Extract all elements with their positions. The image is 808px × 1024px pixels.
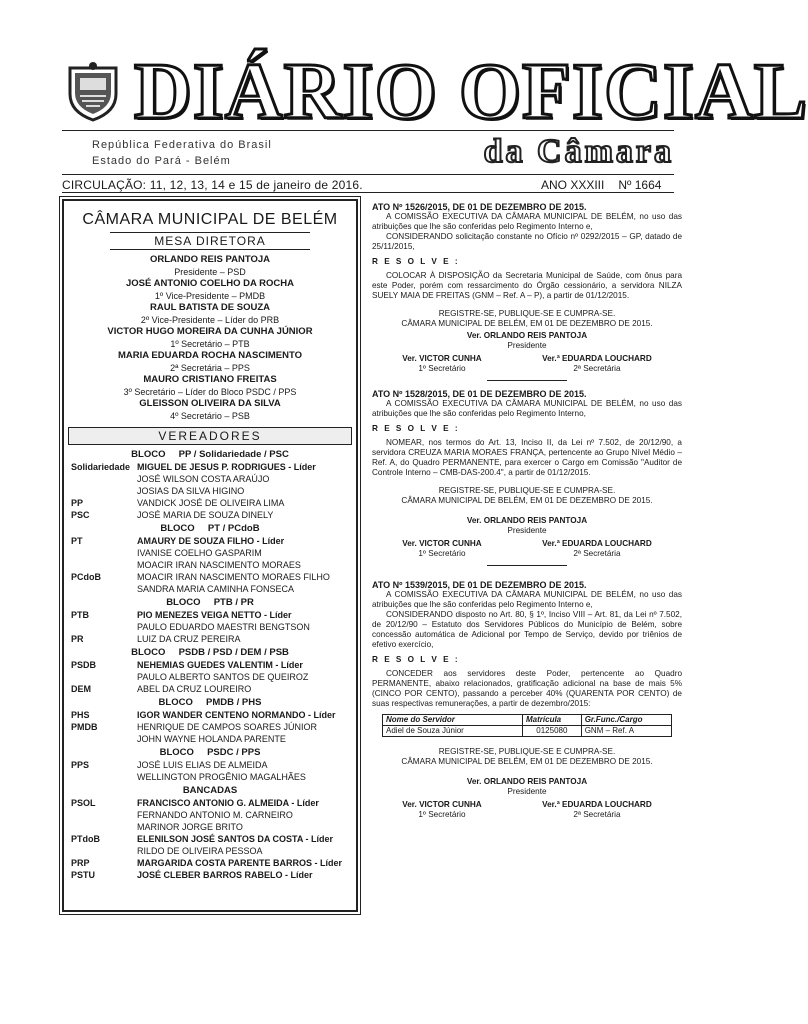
party-members — [137, 709, 356, 721]
secretary-1-name: Ver. VICTOR CUNHA — [402, 539, 482, 548]
mesa-heading: MESA DIRETORA — [110, 232, 310, 250]
party-leader: PIO MENEZES VEIGA NETTO - Líder — [137, 610, 292, 620]
council-member: HENRIQUE DE CAMPOS SOARES JÚNIOR — [137, 722, 318, 732]
party-members — [137, 509, 356, 521]
secretary-2-name: Ver.ª EDUARDA LOUCHARD — [542, 539, 652, 548]
president-name: Ver. ORLANDO REIS PANTOJA — [466, 331, 588, 340]
council-member: PAULO ALBERTO SANTOS DE QUEIROZ — [137, 672, 309, 682]
party-label: PPS — [71, 760, 90, 770]
party-leader: FRANCISCO ANTONIO G. ALMEIDA - Líder — [137, 798, 319, 808]
bloco-title: BLOCO PMDB / PHS — [158, 697, 262, 708]
council-member: MOACIR IRAN NASCIMENTO MORAES FILHO — [137, 572, 330, 582]
secretary-2-name: Ver.ª EDUARDA LOUCHARD — [542, 800, 652, 809]
secretary-2-role: 2ª Secretária — [573, 810, 621, 819]
mesa-member-role: 4º Secretário – PSB — [170, 411, 250, 421]
republic-line: República Federativa do Brasil — [92, 139, 272, 151]
state-line: Estado do Pará - Belém — [92, 155, 231, 167]
republic-info — [92, 137, 272, 169]
party-row — [64, 683, 356, 695]
party-label: PTB — [71, 610, 89, 620]
party-leader: MIGUEL DE JESUS P. RODRIGUES - Líder — [137, 462, 316, 472]
party-row — [64, 509, 356, 521]
mesa-member-role: Presidente – PSD — [174, 267, 246, 277]
mesa-member-role: 1º Vice-Presidente – PMDB — [154, 291, 266, 301]
act-title: ATO Nº 1526/2015, DE 01 DE DEZEMBRO DE 2015. — [372, 202, 587, 212]
servants-table — [382, 714, 672, 737]
publication-line: REGISTRE-SE, PUBLIQUE-SE E CUMPRA-SE. — [438, 486, 616, 495]
party-row — [64, 833, 356, 857]
bloco-title: BANCADAS — [182, 785, 238, 796]
party-row — [64, 759, 356, 783]
party-label: PP — [71, 498, 84, 508]
bloco-title: BLOCO PP / Solidariedade / PSC — [131, 449, 289, 460]
newspaper-title: DIÁRIO OFICIAL — [134, 48, 808, 136]
council-member: JOSÉ MARIA DE SOUZA DINELY — [137, 510, 274, 520]
edition-number: Nº 1664 — [618, 178, 662, 192]
party-row — [64, 721, 356, 745]
act-paragraph: COLOCAR À DISPOSIÇÃO da Secretaria Municipal de Saúde, com ônus para este Poder, porém com ressarcimento do Órgão cessionário, a servidora NILZA SUELY MAIA DE FREITAS (GNM – Ref. A – P), a partir de 01/12/2015. — [372, 271, 682, 300]
party-members — [137, 535, 356, 571]
council-member: PAULO EDUARDO MAESTRI BENGTSON — [137, 622, 310, 632]
party-members — [137, 497, 356, 509]
edition-info — [541, 178, 661, 192]
secretaries-signatures — [372, 800, 682, 820]
party-label: PSTU — [71, 870, 96, 880]
party-row — [64, 497, 356, 509]
party-members — [137, 797, 356, 833]
mesa-member-name: GLEISSON OLIVEIRA DA SILVA — [139, 398, 281, 409]
act-1539 — [372, 580, 682, 820]
council-member: SANDRA MARIA CAMINHA FONSECA — [137, 584, 295, 594]
party-label: PMDB — [71, 722, 98, 732]
party-leader: MARGARIDA COSTA PARENTE BARROS - Líder — [137, 858, 343, 868]
circulation-dates: CIRCULAÇÃO: 11, 12, 13, 14 e 15 de janeiro de 2016. — [62, 178, 363, 192]
mesa-member-name: JOSÉ ANTONIO COELHO DA ROCHA — [125, 278, 295, 289]
council-member: ABEL DA CRUZ LOUREIRO — [137, 684, 252, 694]
party-members — [137, 683, 356, 695]
coat-of-arms-icon — [64, 60, 122, 122]
act-paragraph: CONCEDER aos servidores deste Poder, pertencente ao Quadro PERMANENTE, abaixo relacionados, gratificação adicional na base de mais 5% (CINCO POR CENTO), passando a perceber 40% (QUARENTA POR CENTO) de suas respectivas remunerações, a partir de dezembro/2015: — [372, 669, 682, 708]
secretary-1-name: Ver. VICTOR CUNHA — [402, 354, 482, 363]
table-cell: Adiel de Souza Júnior — [383, 726, 523, 737]
secretary-1-role: 1º Secretário — [418, 364, 466, 373]
council-member: JOHN WAYNE HOLANDA PARENTE — [137, 734, 286, 744]
council-member: JOSIAS DA SILVA HIGINO — [137, 486, 245, 496]
secretaries-signatures — [372, 539, 682, 559]
party-label: PRP — [71, 858, 90, 868]
president-name: Ver. ORLANDO REIS PANTOJA — [466, 516, 588, 525]
mesa-list — [64, 254, 356, 422]
president-role: Presidente — [507, 341, 547, 350]
party-label: PTdoB — [71, 834, 100, 844]
act-paragraph: CONSIDERANDO solicitação constante no Ofício nº 0292/2015 – GP, datado de 25/11/2015, — [372, 232, 682, 251]
publication-line: REGISTRE-SE, PUBLIQUE-SE E CUMPRA-SE. — [438, 747, 616, 756]
party-row — [64, 461, 356, 497]
party-members — [137, 869, 356, 881]
acts-column — [372, 200, 682, 820]
act-separator — [487, 565, 567, 566]
circulation-rule-top — [62, 174, 674, 175]
party-leader: IGOR WANDER CENTENO NORMANDO - Líder — [137, 710, 336, 720]
resolve-heading: R E S O L V E : — [372, 257, 460, 266]
council-title: CÂMARA MUNICIPAL DE BELÉM — [82, 211, 338, 228]
act-title: ATO Nº 1528/2015, DE 01 DE DEZEMBRO DE 2015. — [372, 389, 587, 399]
table-cell: 0125080 — [523, 726, 582, 737]
party-label: PSOL — [71, 798, 96, 808]
newspaper-subtitle: da Câmara — [483, 133, 674, 170]
table-header: Nome do Servidor — [383, 715, 523, 726]
party-label: PT — [71, 536, 83, 546]
party-label: PHS — [71, 710, 90, 720]
party-blocks — [64, 448, 356, 881]
masthead — [0, 0, 808, 200]
party-label: PR — [71, 634, 84, 644]
act-paragraph: A COMISSÃO EXECUTIVA DA CÂMARA MUNICIPAL DE BELÉM, no uso das atribuições que lhe são conferidas pelo Regimento Interno e, — [372, 590, 682, 609]
party-leader: NEHEMIAS GUEDES VALENTIM - Líder — [137, 660, 303, 670]
table-cell: GNM – Ref. A — [581, 726, 671, 737]
act-1528 — [372, 389, 682, 566]
act-paragraph: A COMISSÃO EXECUTIVA DA CÂMARA MUNICIPAL DE BELÉM, no uso das atribuições que lhe são conferidas pelo Regimento Interno, — [372, 399, 682, 418]
party-label: PCdoB — [71, 572, 101, 582]
secretary-1-role: 1º Secretário — [418, 549, 466, 558]
party-members — [137, 609, 356, 633]
party-row — [64, 571, 356, 595]
secretary-2-role: 2ª Secretária — [573, 364, 621, 373]
table-header: Gr.Func./Cargo — [581, 715, 671, 726]
council-member: LUIZ DA CRUZ PEREIRA — [137, 634, 241, 644]
party-label: PSC — [71, 510, 90, 520]
mesa-member-name: VICTOR HUGO MOREIRA DA CUNHA JÚNIOR — [107, 326, 313, 337]
party-row — [64, 609, 356, 633]
place-date-line: CÂMARA MUNICIPAL DE BELÉM, EM 01 DE DEZEMBRO DE 2015. — [401, 319, 653, 328]
party-row — [64, 659, 356, 683]
party-leader: AMAURY DE SOUZA FILHO - Líder — [137, 536, 285, 546]
secretary-2-name: Ver.ª EDUARDA LOUCHARD — [542, 354, 652, 363]
edition-year: ANO XXXIII — [541, 178, 605, 192]
place-date-line: CÂMARA MUNICIPAL DE BELÉM, EM 01 DE DEZEMBRO DE 2015. — [401, 757, 653, 766]
party-members — [137, 633, 356, 645]
party-leader: JOSÉ CLEBER BARROS RABELO - Líder — [137, 870, 313, 880]
party-label: DEM — [71, 684, 91, 694]
party-row — [64, 869, 356, 881]
president-role: Presidente — [507, 526, 547, 535]
bloco-title: BLOCO PSDB / PSD / DEM / PSB — [131, 647, 289, 658]
secretary-1-role: 1º Secretário — [418, 810, 466, 819]
publication-line: REGISTRE-SE, PUBLIQUE-SE E CUMPRA-SE. — [438, 309, 616, 318]
council-member: RILDO DE OLIVEIRA PESSOA — [137, 846, 263, 856]
president-role: Presidente — [507, 787, 547, 796]
council-member: JOSÉ LUIS ELIAS DE ALMEIDA — [137, 760, 268, 770]
party-leader: ELENILSON JOSÉ SANTOS DA COSTA - Líder — [137, 834, 334, 844]
president-name: Ver. ORLANDO REIS PANTOJA — [466, 777, 588, 786]
party-members — [137, 461, 356, 497]
bloco-title: BLOCO PSDC / PPS — [159, 747, 261, 758]
party-row — [64, 709, 356, 721]
mesa-member-role: 1º Secretário – PTB — [170, 339, 250, 349]
table-row — [383, 726, 672, 737]
party-row — [64, 535, 356, 571]
place-date-line: CÂMARA MUNICIPAL DE BELÉM, EM 01 DE DEZEMBRO DE 2015. — [401, 496, 653, 505]
mesa-member-name: RAUL BATISTA DE SOUZA — [150, 302, 270, 313]
party-row — [64, 797, 356, 833]
act-paragraph: NOMEAR, nos termos do Art. 13, Inciso II, da Lei nº 7.502, de 20/12/90, a servidora CREUZA MARIA MORAES FRANÇA, pertencente ao Grupo Nível Médio – Ref. A, do Quadro PERMANENTE, para exercer o Cargo em Comissão "Auditor de Controle Interno – CMB-DAS-200.4", a partir de 01/12/2015. — [372, 438, 682, 477]
resolve-heading: R E S O L V E : — [372, 424, 460, 433]
act-title: ATO Nº 1539/2015, DE 01 DE DEZEMBRO DE 2015. — [372, 580, 587, 590]
act-paragraph: CONSIDERANDO disposto no Art. 80, § 1º, Inciso VIII – Art. 81, da Lei nº 7.502, de 20/12/90 – Estatuto dos Servidores Públicos do Município de Belém, sobre concessão automática de Adicional por Tempo de Serviço, devido por triênios de efetivo exercício, — [372, 610, 682, 649]
bloco-title: BLOCO PTB / PR — [166, 597, 254, 608]
mesa-member-name: MAURO CRISTIANO FREITAS — [143, 374, 277, 385]
council-member: MARINOR JORGE BRITO — [137, 822, 243, 832]
circulation-rule-bottom — [62, 192, 674, 193]
masthead-rule — [62, 130, 674, 131]
party-members — [137, 833, 356, 857]
table-header: Matrícula — [523, 715, 582, 726]
council-member: JOSÉ WILSON COSTA ARAÚJO — [137, 474, 270, 484]
secretary-1-name: Ver. VICTOR CUNHA — [402, 800, 482, 809]
act-1526 — [372, 202, 682, 381]
bloco-title: BLOCO PT / PCdoB — [160, 523, 260, 534]
mesa-member-name: ORLANDO REIS PANTOJA — [150, 254, 270, 265]
party-row — [64, 633, 356, 645]
vereadores-heading: VEREADORES — [68, 427, 352, 445]
resolve-heading: R E S O L V E : — [372, 655, 460, 664]
mesa-member-name: MARIA EDUARDA ROCHA NASCIMENTO — [117, 350, 303, 361]
act-paragraph: A COMISSÃO EXECUTIVA DA CÂMARA MUNICIPAL DE BELÉM, no uso das atribuições que lhe são conferidas pelo Regimento Interno e, — [372, 212, 682, 231]
mesa-member-role: 2º Vice-Presidente – Líder do PRB — [140, 315, 280, 325]
council-member: MOACIR IRAN NASCIMENTO MORAES — [137, 560, 301, 570]
party-members — [137, 659, 356, 683]
party-members — [137, 571, 356, 595]
party-members — [137, 721, 356, 745]
party-label: PSDB — [71, 660, 97, 670]
act-separator — [487, 380, 567, 381]
party-members — [137, 857, 356, 869]
mesa-member-role: 3º Secretário – Líder do Bloco PSDC / PPS — [123, 387, 297, 397]
council-member: IVANISE COELHO GASPARIM — [137, 548, 262, 558]
council-member: WELLINGTON PROGÊNIO MAGALHÃES — [137, 772, 306, 782]
secretaries-signatures — [372, 354, 682, 374]
secretary-2-role: 2ª Secretária — [573, 549, 621, 558]
party-row — [64, 857, 356, 869]
mesa-member-role: 2ª Secretária – PPS — [170, 363, 250, 373]
party-label: Solidariedade — [71, 462, 131, 472]
council-members-box — [62, 199, 358, 912]
party-members — [137, 759, 356, 783]
council-member: VANDICK JOSÉ DE OLIVEIRA LIMA — [137, 498, 285, 508]
council-member: FERNANDO ANTONIO M. CARNEIRO — [137, 810, 293, 820]
